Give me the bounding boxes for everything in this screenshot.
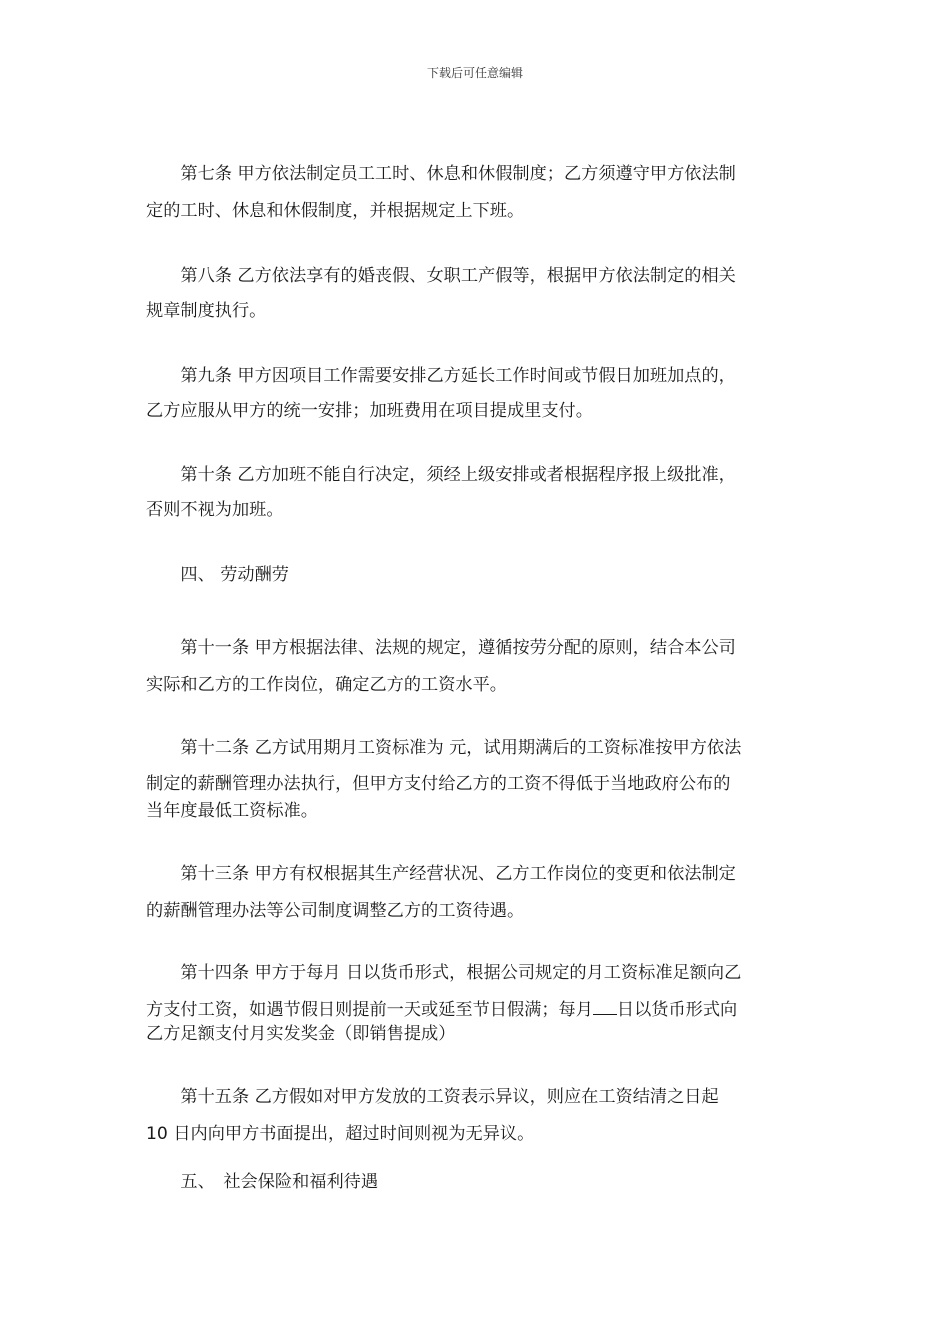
- article-8-line-2: 规章制度执行。: [146, 301, 267, 321]
- article-12-line-2: 制定的薪酬管理办法执行，但甲方支付给乙方的工资不得低于当地政府公布的: [146, 774, 731, 794]
- article-13-line-2: 的薪酬管理办法等公司制度调整乙方的工资待遇。: [146, 901, 525, 921]
- article-11-line-1: 第十一条 甲方根据法律、法规的规定，遵循按劳分配的原则，结合本公司: [146, 638, 736, 658]
- article-14-line-3: 乙方足额支付月实发奖金（即销售提成）: [146, 1024, 456, 1044]
- article-8-line-1: 第八条 乙方依法享有的婚丧假、女职工产假等，根据甲方依法制定的相关: [146, 266, 736, 286]
- section-4-heading: 四、 劳动酬劳: [146, 565, 289, 585]
- article-14-line-2-before: 方支付工资，如遇节假日则提前一天或延至节日假满；每月: [146, 1000, 593, 1020]
- article-14-line-2-after: 日以货币形式向: [616, 1000, 738, 1020]
- article-14-line-1: 第十四条 甲方于每月 日以货币形式，根据公司规定的月工资标准足额向乙: [146, 963, 742, 983]
- article-7-line-1: 第七条 甲方依法制定员工工时、休息和休假制度；乙方须遵守甲方依法制: [146, 164, 736, 184]
- day-blank: [593, 996, 617, 1015]
- article-12-line-1: 第十二条 乙方试用期月工资标准为 元，试用期满后的工资标准按甲方依法: [146, 738, 742, 758]
- article-10-line-2: 否则不视为加班。: [146, 500, 284, 520]
- article-15-line-2: 10 日内向甲方书面提出，超过时间则视为无异议。: [146, 1124, 535, 1144]
- article-11-line-2: 实际和乙方的工作岗位，确定乙方的工资水平。: [146, 675, 507, 695]
- article-13-line-1: 第十三条 甲方有权根据其生产经营状况、乙方工作岗位的变更和依法制定: [146, 864, 736, 884]
- page-header: 下载后可任意编辑: [426, 66, 523, 80]
- article-15-line-1: 第十五条 乙方假如对甲方发放的工资表示异议，则应在工资结清之日起: [146, 1087, 719, 1107]
- article-9-line-2: 乙方应服从甲方的统一安排；加班费用在项目提成里支付。: [146, 401, 593, 421]
- article-12-line-3: 当年度最低工资标准。: [146, 801, 318, 821]
- article-9-line-1: 第九条 甲方因项目工作需要安排乙方延长工作时间或节假日加班加点的，: [146, 366, 736, 386]
- article-14-line-2: [146, 996, 737, 1022]
- article-7-line-2: 定的工时、休息和休假制度，并根据规定上下班。: [146, 201, 525, 221]
- section-5-heading: 五、 社会保险和福利待遇: [146, 1172, 379, 1192]
- article-10-line-1: 第十条 乙方加班不能自行决定，须经上级安排或者根据程序报上级批准，: [146, 465, 736, 485]
